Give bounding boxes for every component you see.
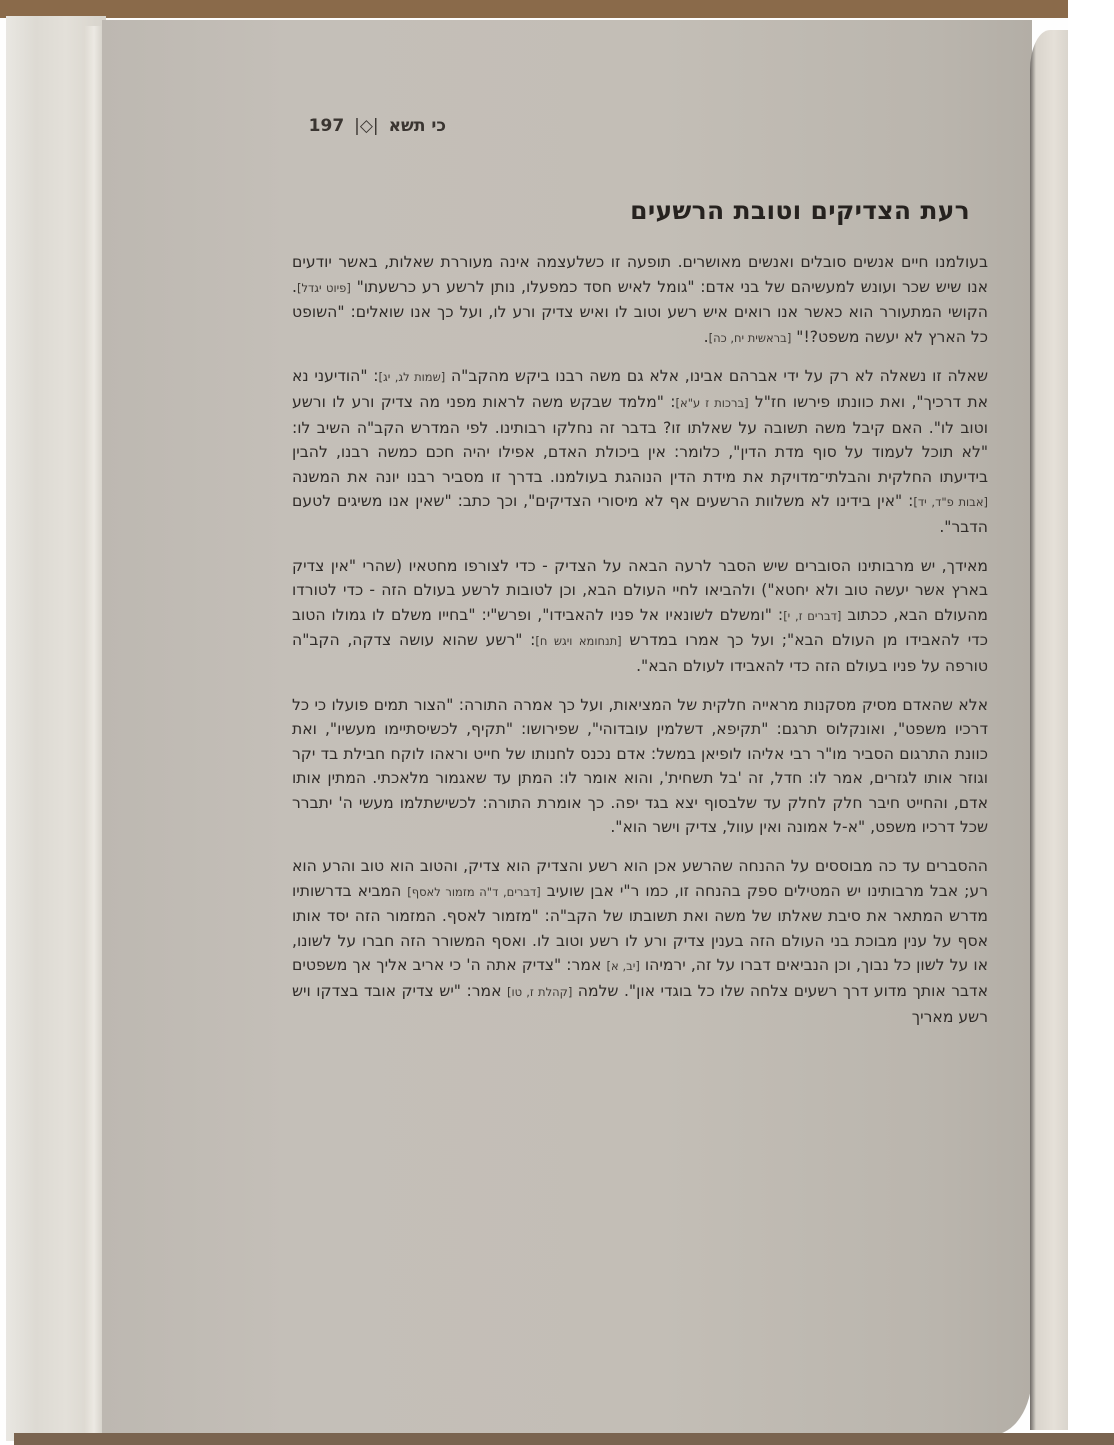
source-reference: [בראשית יח, כה] bbox=[708, 330, 792, 345]
table-surface-bottom bbox=[14, 1433, 1114, 1445]
paragraph bbox=[292, 854, 988, 1029]
running-head bbox=[309, 116, 446, 136]
text-run: אמר: "צדיק אתה ה' כי אריב אליך אך משפטים אדבר אותך מדוע דרך רשעים צלחה שלו כל בוגדי און". שלמה bbox=[292, 956, 988, 1001]
paragraph bbox=[292, 693, 988, 841]
text-run: בעולמנו חיים אנשים סובלים ואנשים מאושרים. תופעה זו כשלעצמה אינה מעוררת שאלות, באשר יודעים אנו שיש שכר ועונש למעשיהם של בני אדם: "גומל לאיש חסד כמפעלו, נותן לרשע רע כרשעתו" bbox=[292, 253, 988, 296]
text-run: המביא בדרשותיו מדרש המתאר את סיבת שאלתו של משה ואת תשובתו של הקב"ה: "מזמור לאסף. המזמור הזה יסד אותו אסף על ענין מבוכת בני העולם הזה בענין צדיק ורע לו רשע וטוב לו. ואסף המשורר הזה חברו על לשונו, או על לשון כל נבוך, וכן הנביאים דברו על זה, ירמיהו bbox=[292, 881, 988, 975]
source-reference: [פיוט יגדל] bbox=[296, 280, 351, 295]
paragraph bbox=[292, 364, 988, 539]
text-run: שאלה זו נשאלה לא רק על ידי אברהם אבינו, אלא גם משה רבנו ביקש מהקב"ה bbox=[445, 367, 989, 386]
text-run: : "אין בידינו לא משלוות הרשעים אף לא מיסורי הצדיקים", וכך כתב: "שאין אנו משיגים לטעם הדבר". bbox=[292, 492, 988, 536]
text-run: . הקושי המתעורר הוא כאשר אנו רואים איש רשע וטוב לו ואיש צדיק ורע לו, ועל כך אנו שואלים: "השופט כל הארץ לא יעשה משפט?!" bbox=[292, 277, 988, 346]
text-run: אלא שהאדם מסיק מסקנות מראייה חלקית של המציאות, ועל כך אמרה התורה: "הצור תמים פועלו כי כל דרכיו משפט", ואונקלוס תרגם: "תקיפא, דשלמין עובדוהי", שפירושו: "תקיף, לכשיסתיימו מעשיו", ואת כוונת התרגום הסביר מו"ר רבי אליהו לופיאן במשל: אדם נכנס לחנותו של חייט וראהו לוקח חבילת בד יקר וגוזר אותו לגזרים, אמר לו: חדל, זה 'בל תשחית', והוא אומר לו: המתן עד שאגמור מלאכתי. המתין אותו אדם, והחייט חיבר חלק לחלק עד שלבסוף יצא בגד יפה. כך אומרת התורה: לכשישתלמו מעשי ה' יתברר שכל דרכיו משפט, "א-ל אמונה ואין עוול, צדיק וישר הוא". bbox=[292, 695, 988, 837]
chapter-title: רעת הצדיקים וטובת הרשעים bbox=[630, 196, 970, 225]
left-page-stack bbox=[6, 16, 106, 1441]
source-reference: [תנחומא ויגש ח] bbox=[535, 634, 622, 649]
text-run: : "ומשלם לשונאיו אל פניו להאבידו", ופרש"י: "בחייו משלם לו גמולו הטוב כדי להאבידו מן העולם הבא"; ועל כך אמרו במדרש bbox=[292, 605, 988, 650]
text-run: . bbox=[703, 327, 709, 346]
separator-diamond-icon: |◇| bbox=[354, 116, 379, 136]
table-surface-top bbox=[0, 0, 1114, 18]
paragraph bbox=[292, 554, 988, 679]
source-reference: [דברים, ד"ה מזמור לאסף] bbox=[407, 884, 541, 899]
text-run: : "רשע שהוא עושה צדקה, הקב"ה טורפה על פניו בעולם הזה כדי להאבידו לעולם הבא". bbox=[292, 631, 988, 675]
facing-page-edge bbox=[1030, 30, 1070, 1430]
text-run: : "מלמד שבקש משה לראות מפני מה צדיק ורע לו ורשע וטוב לו". האם קיבל משה תשובה על שאלתו זו? בדבר זה נחלקו רבותינו. לפי המדרש הקב"ה השיב לו: "לא תוכל לעמוד על סוף מדת הדין", כלומר: אין ביכולת האדם, אפילו יהיה חכם כמשה רבנו, להבין בידיעתו החלקית והבלתי־מדויקת את מידת הדין הנוהגת בעולמנו. בדרך זו מסביר רבנו יונה את המשנה bbox=[292, 392, 988, 486]
text-run: : "הודיעני נא את דרכיך", ואת כוונתו פירשו חז"ל bbox=[292, 367, 988, 411]
paragraph bbox=[292, 250, 988, 350]
source-reference: [ברכות ז ע"א] bbox=[675, 395, 749, 410]
body-text bbox=[292, 250, 988, 1043]
text-run: ההסברים עד כה מבוססים על ההנחה שהרשע אכן הוא רשע והצדיק הוא צדיק, והטוב הוא טוב והרע הוא רע; אבל מרבותינו יש המטילים ספק בהנחה זו, כמו ר"י אבן שועיב bbox=[292, 857, 988, 900]
source-reference: [אבות פ"ד, יד] bbox=[913, 495, 988, 510]
source-reference: [דברים ז, י] bbox=[783, 608, 842, 623]
text-run: מאידך, יש מרבותינו הסוברים שיש הסבר לרעה הבאה על הצדיק - כדי לצורפו מחטאיו (שהרי "אין צדיק בארץ אשר יעשה טוב ולא יחטא") ולהביאו לחיי העולם הבא, וכן לטובות לרשע בעולם הזה - כדי לטורדו מהעולם הבא, ככתוב bbox=[292, 556, 988, 624]
page-fold bbox=[84, 26, 104, 1436]
page-number: 197 bbox=[308, 116, 345, 136]
text-run: אמר: "יש צדיק אובד בצדקו ויש רשע מאריך bbox=[292, 982, 988, 1026]
source-reference: [קהלת ז, טו] bbox=[507, 985, 573, 1000]
source-reference: [יב, א] bbox=[606, 959, 640, 974]
background-white bbox=[1068, 0, 1114, 1445]
section-name: כי תשא bbox=[388, 116, 446, 136]
source-reference: [שמות לג, יג] bbox=[378, 370, 446, 385]
